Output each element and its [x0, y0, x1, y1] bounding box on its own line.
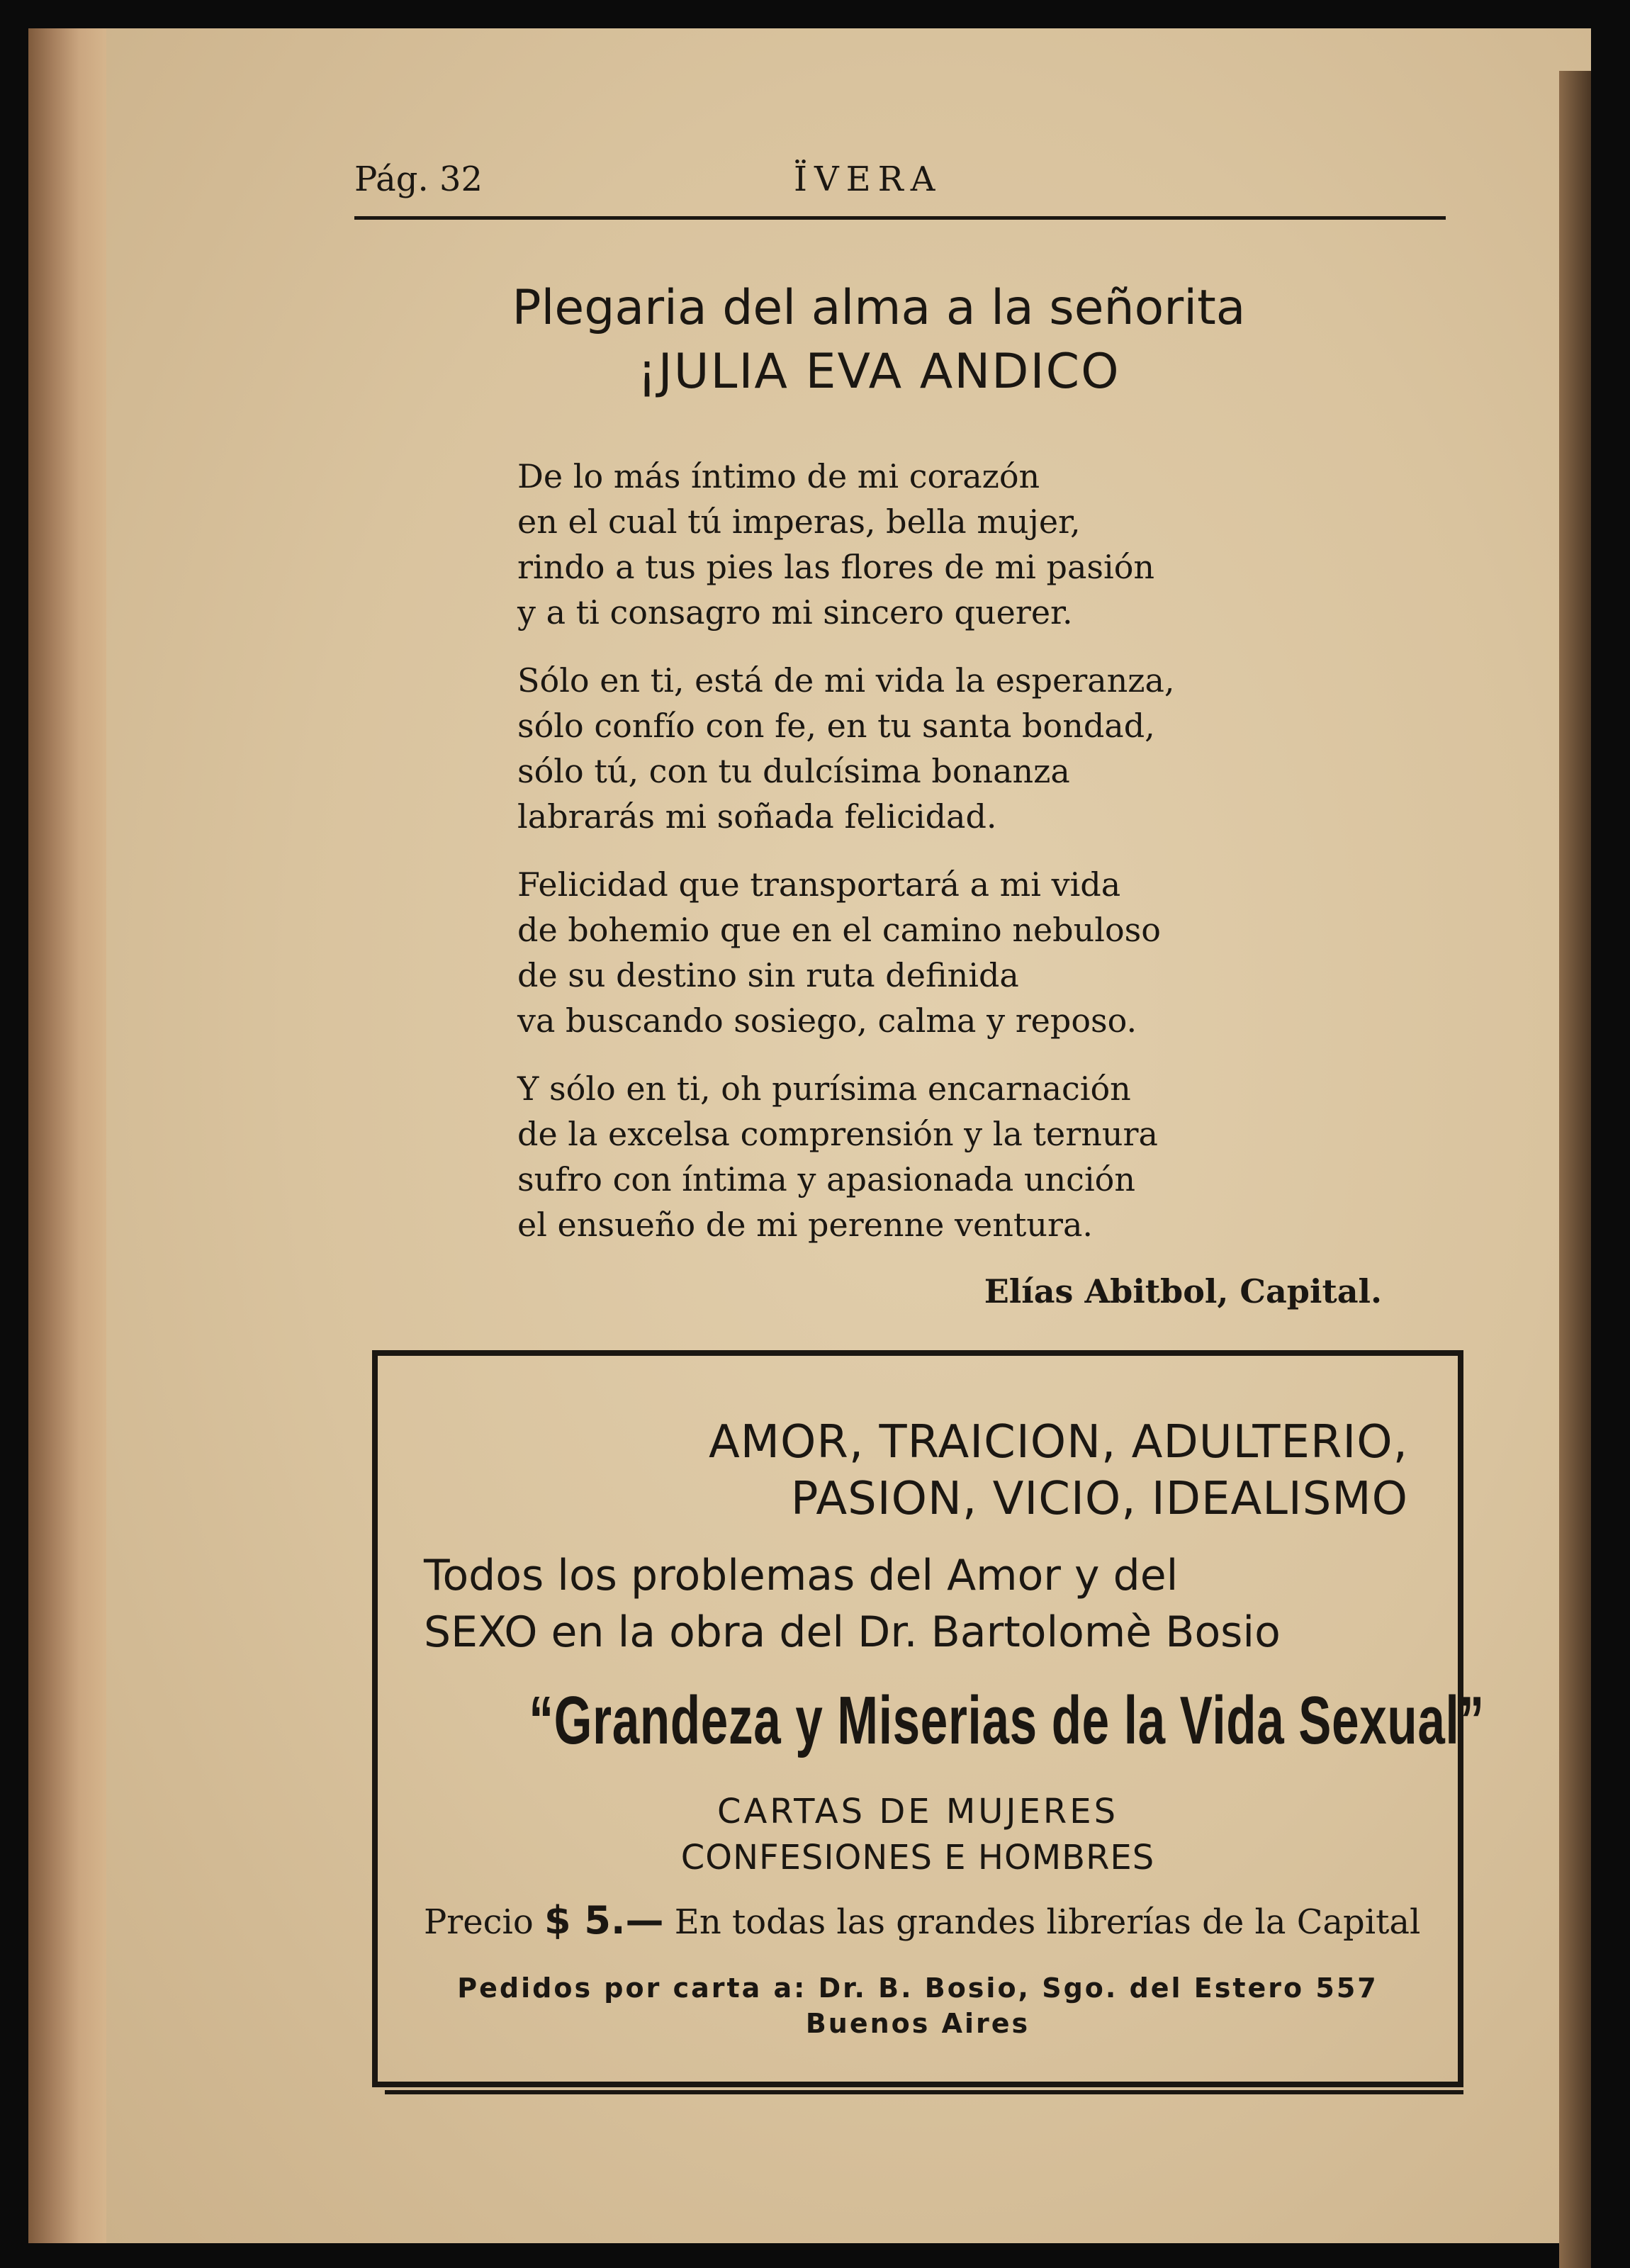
ad-subtitle-line1: Todos los problemas del Amor y del [424, 1551, 1179, 1600]
stanza [517, 658, 1297, 839]
poem-line: De lo más íntimo de mi corazón [517, 457, 1040, 495]
poem-title-line1: Plegaria del alma a la señorita [512, 280, 1246, 336]
page-header [354, 159, 1453, 216]
advertisement-box [372, 1350, 1485, 2087]
stanza [517, 454, 1297, 635]
ad-price-value: $ 5.— [544, 1898, 664, 1943]
poem-line: sufro con íntima y apasionada unción [517, 1160, 1135, 1198]
poem-line: sólo tú, con tu dulcísima bonanza [517, 752, 1070, 790]
poem-line: Felicidad que transportará a mi vida [517, 865, 1121, 904]
poem-line: el ensueño de mi perenne ventura. [517, 1206, 1094, 1244]
poem-line: de su destino sin ruta definida [517, 956, 1019, 994]
ad-headline-line2: PASION, VICIO, IDEALISMO [790, 1473, 1408, 1525]
poem-line: va buscando sosiego, calma y reposo. [517, 1001, 1137, 1040]
ad-price-label: Precio [424, 1902, 534, 1942]
ad-price-rest: En todas las grandes librerías de la Capital [674, 1902, 1421, 1942]
ad-orders-line1: Pedidos por carta a: Dr. B. Bosio, Sgo. del Estero 557 [457, 1972, 1378, 2004]
poem-body [517, 454, 1297, 1270]
poem-line: y a ti consagro mi sincero querer. [517, 593, 1073, 631]
ad-book-title: “Grandeza y Miserias de la Vida Sexual” [529, 1683, 1485, 1758]
ad-headline-line1: AMOR, TRAICION, ADULTERIO, [709, 1416, 1408, 1469]
poem-line: en el cual tú imperas, bella mujer, [517, 503, 1081, 541]
poem-line: sólo confío con fe, en tu santa bondad, [517, 707, 1155, 745]
header-rule [354, 216, 1446, 220]
ad-orders-line2: Buenos Aires [805, 2008, 1030, 2039]
poem-line: de la excelsa comprensión y la ternura [517, 1115, 1158, 1153]
page-edge [28, 28, 113, 2243]
ad-sections-line2: CONFESIONES E HOMBRES [680, 1838, 1155, 1877]
poem-signature: Elías Abitbol, Capital. [984, 1272, 1382, 1310]
stanza [517, 1066, 1297, 1247]
ad-sections-line1: CARTAS DE MUJERES [716, 1792, 1119, 1831]
poem-line: labrarás mi soñada felicidad. [517, 797, 997, 836]
poem-line: rindo a tus pies las flores de mi pasión [517, 548, 1155, 586]
ad-subtitle-line2: SEXO en la obra del Dr. Bartolomè Bosio [424, 1607, 1281, 1657]
poem-line: Sólo en ti, está de mi vida la esperanza, [517, 661, 1175, 700]
poem-title-line2: ¡JULIA EVA ANDICO [637, 344, 1120, 400]
page-gutter-shadow [1559, 71, 1591, 2268]
poem-line: de bohemio que en el camino nebuloso [517, 911, 1161, 949]
running-title: ÏVERA [794, 159, 943, 199]
poem-line: Y sólo en ti, oh purísima encarnación [517, 1070, 1131, 1108]
stanza [517, 862, 1297, 1043]
ad-price-line [424, 1898, 1420, 1943]
page-number: Pág. 32 [354, 159, 483, 199]
